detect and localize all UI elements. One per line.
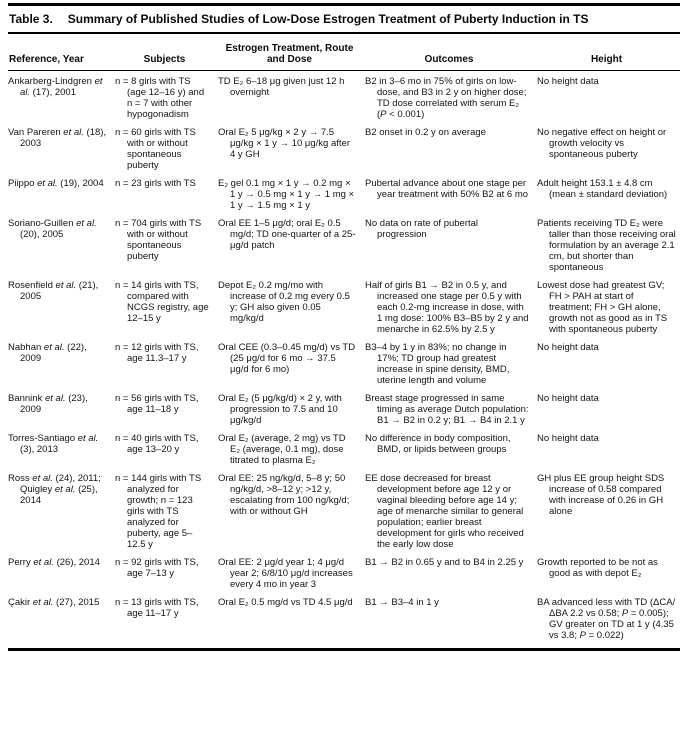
treatment-cell: Depot E₂ 0.2 mg/mo with increase of 0.2 mg every 0.5 y; GH also given 0.05 mg/kg/d bbox=[218, 280, 350, 324]
reference-cell: Piippo et al. (19), 2004 bbox=[8, 178, 104, 189]
outcomes-cell: Half of girls B1 → B2 in 0.5 y, and increased one stage per 0.5 y with each 0.2-mg increase in dose, with 1 mg dose: 100% B3–B5 by 2 y and menarche in 62.5% by 2.5 y bbox=[365, 280, 529, 335]
table-row bbox=[8, 71, 680, 128]
treatment-cell: E₂ gel 0.1 mg × 1 y → 0.2 mg × 1 y → 0.5 mg × 1 y → 1 mg × 1 y → 1.5 mg × 1 y bbox=[218, 178, 355, 211]
col-header-subjects: Subjects bbox=[115, 34, 218, 71]
reference-cell: Rosenfield et al. (21), 2005 bbox=[8, 280, 99, 302]
reference-cell: Torres-Santiago et al. (3), 2013 bbox=[8, 433, 99, 455]
height-cell: No height data bbox=[537, 393, 599, 404]
height-cell: No negative effect on height or growth velocity vs spontaneous puberty bbox=[537, 127, 667, 160]
reference-cell: Bannink et al. (23), 2009 bbox=[8, 393, 88, 415]
table-row bbox=[8, 473, 680, 557]
height-cell: Lowest dose had greatest GV; FH > PAH at start of treatment; FH > GH alone, growth not as good as in TS with spontaneous puberty bbox=[537, 280, 668, 335]
table-number: Table 3. bbox=[9, 12, 53, 26]
outcomes-cell: B2 in 3–6 mo in 75% of girls on low-dose, and B3 in 2 y on higher dose; TD dose correlated with serum E₂ (P < 0.001) bbox=[365, 76, 527, 120]
table-row bbox=[8, 433, 680, 473]
subjects-cell: n = 92 girls with TS, age 7–13 y bbox=[115, 557, 199, 579]
subjects-cell: n = 23 girls with TS bbox=[115, 178, 196, 189]
subjects-cell: n = 13 girls with TS, age 11–17 y bbox=[115, 597, 199, 619]
treatment-cell: Oral EE: 25 ng/kg/d, 5–8 y; 50 ng/kg/d, >8–12 y; >12 y, escalating from 100 ng/kg/d; with or without GH bbox=[218, 473, 350, 517]
reference-cell: Çakir et al. (27), 2015 bbox=[8, 597, 100, 608]
header-row bbox=[8, 34, 680, 71]
reference-cell: Perry et al. (26), 2014 bbox=[8, 557, 100, 568]
table-row bbox=[8, 342, 680, 393]
height-cell: BA advanced less with TD (ΔCA/ΔBA 2.2 vs 0.58; P = 0.005); GV greater on TD at 1 y (4.35 vs 3.8; P = 0.022) bbox=[537, 597, 676, 641]
treatment-cell: Oral EE: 2 μg/d year 1; 4 μg/d year 2; 6/8/10 μg/d increases every 4 mo in year 3 bbox=[218, 557, 353, 590]
height-cell: No height data bbox=[537, 76, 599, 87]
subjects-cell: n = 8 girls with TS (age 12–16 y) and n = 7 with other hypogonadism bbox=[115, 76, 205, 120]
outcomes-cell: B1 → B2 in 0.65 y and to B4 in 2.25 y bbox=[365, 557, 524, 568]
outcomes-cell: B2 onset in 0.2 y on average bbox=[365, 127, 486, 138]
height-cell: GH plus EE group height SDS increase of 0.58 compared with increase of 0.26 in GH alone bbox=[537, 473, 665, 517]
col-header-estrogen-treatment: Estrogen Treatment, Route and Dose bbox=[218, 34, 365, 71]
treatment-cell: Oral E₂ 0.5 mg/d vs TD 4.5 μg/d bbox=[218, 597, 353, 608]
treatment-cell: Oral CEE (0.3–0.45 mg/d) vs TD (25 μg/d for 6 mo → 37.5 μg/d for 6 mo) bbox=[218, 342, 356, 375]
treatment-cell: Oral E₂ (5 μg/kg/d) × 2 y, with progression to 7.5 and 10 μg/kg/d bbox=[218, 393, 342, 426]
height-cell: No height data bbox=[537, 342, 599, 353]
outcomes-cell: No difference in body composition, BMD, or lipids between groups bbox=[365, 433, 511, 455]
table-row bbox=[8, 557, 680, 597]
subjects-cell: n = 40 girls with TS, age 13–20 y bbox=[115, 433, 199, 455]
table-row bbox=[8, 393, 680, 433]
treatment-cell: Oral E₂ (average, 2 mg) vs TD E₂ (average, 0.1 mg), dose titrated to plasma E₂ bbox=[218, 433, 346, 466]
table-row bbox=[8, 178, 680, 218]
studies-table bbox=[8, 34, 680, 651]
outcomes-cell: B3–4 by 1 y in 83%; no change in 17%; TD group had greatest increase in spine density, BMD, uterine length and volume bbox=[365, 342, 510, 386]
height-cell: Adult height 153.1 ± 4.8 cm (mean ± standard deviation) bbox=[537, 178, 668, 200]
table-row bbox=[8, 280, 680, 342]
treatment-cell: TD E₂ 6–18 μg given just 12 h overnight bbox=[218, 76, 345, 98]
reference-cell: Soriano-Guillen et al. (20), 2005 bbox=[8, 218, 97, 240]
table-row bbox=[8, 127, 680, 178]
col-header-reference-year: Reference, Year bbox=[8, 34, 115, 71]
table-title bbox=[8, 6, 680, 32]
treatment-cell: Oral EE 1–5 μg/d; oral E₂ 0.5 mg/d; TD one-quarter of a 25-μg/d patch bbox=[218, 218, 356, 251]
height-cell: No height data bbox=[537, 433, 599, 444]
height-cell: Growth reported to be not as good as with depot E₂ bbox=[537, 557, 658, 579]
col-header-outcomes: Outcomes bbox=[365, 34, 537, 71]
table-body bbox=[8, 71, 680, 650]
subjects-cell: n = 12 girls with TS, age 11.3–17 y bbox=[115, 342, 199, 364]
subjects-cell: n = 60 girls with TS with or without spontaneous puberty bbox=[115, 127, 196, 171]
reference-cell: Nabhan et al. (22), 2009 bbox=[8, 342, 87, 364]
reference-cell: Ross et al. (24), 2011; Quigley et al. (25), 2014 bbox=[8, 473, 101, 506]
reference-cell: Van Pareren et al. (18), 2003 bbox=[8, 127, 107, 149]
col-header-height: Height bbox=[537, 34, 680, 71]
subjects-cell: n = 704 girls with TS with or without spontaneous puberty bbox=[115, 218, 202, 262]
outcomes-cell: B1 → B3–4 in 1 y bbox=[365, 597, 439, 608]
reference-cell: Ankarberg-Lindgren et al. (17), 2001 bbox=[8, 76, 103, 98]
treatment-cell: Oral E₂ 5 μg/kg × 2 y → 7.5 μg/kg × 1 y → 10 μg/kg after 4 y GH bbox=[218, 127, 350, 160]
subjects-cell: n = 56 girls with TS, age 11–18 y bbox=[115, 393, 199, 415]
table-row bbox=[8, 597, 680, 650]
table-caption: Summary of Published Studies of Low-Dose Estrogen Treatment of Puberty Induction in TS bbox=[67, 12, 589, 26]
table-row bbox=[8, 218, 680, 280]
outcomes-cell: Pubertal advance about one stage per year treatment with 50% B2 at 6 mo bbox=[365, 178, 529, 200]
outcomes-cell: No data on rate of pubertal progression bbox=[365, 218, 479, 240]
subjects-cell: n = 144 girls with TS analyzed for growth; n = 123 girls with TS analyzed for puberty, age 5–12.5 y bbox=[115, 473, 202, 550]
outcomes-cell: EE dose decreased for breast development before age 12 y or vaginal bleeding before age 14 y; age of menarche similar to general population; earlier breast development for girls who received the early low dose bbox=[365, 473, 524, 550]
height-cell: Patients receiving TD E₂ were taller than those receiving oral formulation by an average 2.1 cm, but shorter than spontaneous bbox=[537, 218, 676, 273]
outcomes-cell: Breast stage progressed in same timing as average Dutch population: B1 → B2 in 0.2 y; B1 → B4 in 2.1 y bbox=[365, 393, 529, 426]
subjects-cell: n = 14 girls with TS, compared with NCGS registry, age 12–15 y bbox=[115, 280, 209, 324]
